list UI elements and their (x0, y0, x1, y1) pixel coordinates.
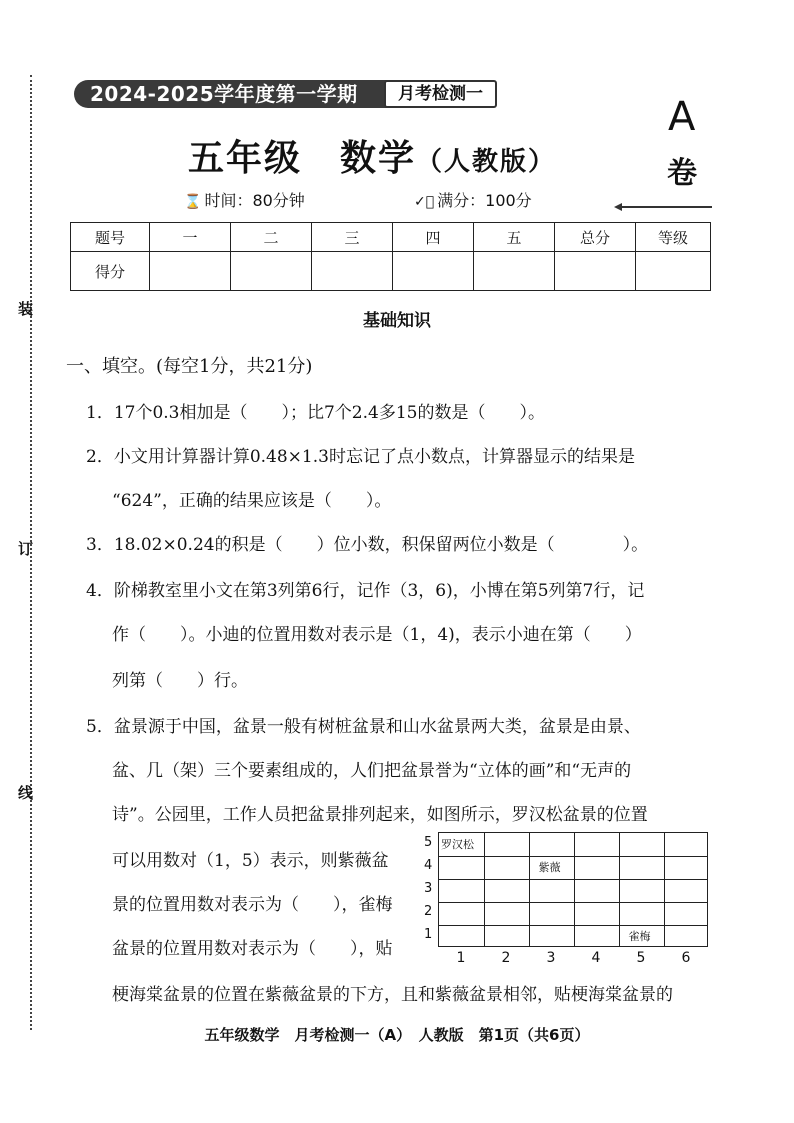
title-version: （人教版） (416, 147, 557, 177)
score-input-cell[interactable] (312, 252, 393, 291)
grid-y-label: 5 (424, 834, 433, 850)
grid-horizontal-line (439, 925, 707, 926)
table-cell: 得分 (71, 252, 150, 291)
question-5-line2: 盆、几（架）三个要素组成的，人们把盆景誉为“立体的画”和“无声的 (112, 761, 632, 781)
paper-letter: A (668, 94, 696, 140)
question-3: 3．18.02×0.24的积是（ ）位小数，积保留两位小数是（ ）。 (86, 535, 649, 555)
grid-vertical-line (484, 833, 485, 946)
exam-tag: 月考检测一 (384, 80, 497, 108)
score-table-score-row (71, 252, 711, 291)
question-5-line7: 梗海棠盆景的位置在紫薇盆景的下方，且和紫薇盆景相邻，贴梗海棠盆景的 (112, 985, 673, 1005)
question-5-line6: 盆景的位置用数对表示为（ ），贴 (112, 939, 393, 959)
table-cell: 等级 (636, 223, 711, 252)
score-table-header-row (71, 223, 711, 252)
score-input-cell[interactable] (231, 252, 312, 291)
table-cell: 一 (150, 223, 231, 252)
question-2-line2: “624”，正确的结果应该是（ ）。 (112, 491, 392, 511)
score-table (70, 222, 711, 291)
question-2-line1: 2．小文用计算器计算0.48×1.3时忘记了点小数点，计算器显示的结果是 (86, 447, 635, 467)
grid-x-label: 4 (591, 950, 601, 966)
question-5-line4: 可以用数对（1，5）表示，则紫薇盆 (112, 851, 389, 871)
grid-vertical-line (574, 833, 575, 946)
score-info (414, 188, 532, 211)
section-title: 基础知识 (363, 311, 431, 331)
table-cell: 二 (231, 223, 312, 252)
table-cell: 三 (312, 223, 393, 252)
table-cell: 五 (474, 223, 555, 252)
score-input-cell[interactable] (393, 252, 474, 291)
grid-plant-label: 紫薇 (538, 860, 561, 874)
question-1: 1．17个0.3相加是（ ）；比7个2.4多15的数是（ ）。 (86, 403, 545, 423)
full-score-text: 满分：100分 (437, 191, 532, 210)
grid-x-label: 1 (456, 950, 466, 966)
binding-char-xian: 线 (18, 784, 34, 802)
time-info (184, 188, 305, 211)
question-4-line2: 作（ ）。小迪的位置用数对表示是（1，4)，表示小迪在第（ ） (112, 625, 642, 645)
question-4-line1: 4．阶梯教室里小文在第3列第6行，记作（3，6)，小博在第5列第7行，记 (86, 581, 645, 601)
grid-vertical-line (529, 833, 530, 946)
score-input-cell[interactable] (555, 252, 636, 291)
hourglass-icon: ⌛ (184, 194, 202, 210)
table-cell: 四 (393, 223, 474, 252)
question-5-line1: 5．盆景源于中国，盆景一般有树桩盆景和山水盆景两大类，盆景是由景、 (86, 717, 641, 737)
table-cell: 总分 (555, 223, 636, 252)
score-input-cell[interactable] (474, 252, 555, 291)
binding-char-ding: 订 (18, 540, 34, 558)
grid-x-label: 2 (501, 950, 511, 966)
bonsai-grid-diagram (420, 832, 720, 972)
grid-plant-label: 雀梅 (628, 929, 651, 943)
page-footer: 五年级数学 月考检测一（A） 人教版 第1页（共6页） (204, 1026, 590, 1044)
semester-banner: 2024-2025学年度第一学期 (74, 80, 412, 108)
grid-x-label: 3 (546, 950, 556, 966)
grid-plant-label: 罗汉松 (441, 837, 474, 851)
grid-y-label: 3 (424, 880, 433, 896)
question-5-line5: 景的位置用数对表示为（ ），雀梅 (112, 895, 393, 915)
page-title (188, 130, 556, 181)
binding-char-zhuang: 装 (18, 300, 34, 318)
grid-box (438, 832, 708, 947)
grid-y-label: 2 (424, 903, 433, 919)
title-main: 五年级 数学 (188, 138, 417, 179)
grid-x-label: 6 (681, 950, 691, 966)
question-4-line3: 列第（ ）行。 (112, 671, 248, 691)
grid-y-label: 1 (424, 926, 433, 942)
part1-heading: 一、填空。(每空1分，共21分) (66, 356, 313, 377)
grid-x-label: 5 (636, 950, 646, 966)
score-input-cell[interactable] (636, 252, 711, 291)
check-circle-icon: ✓⃝ (414, 194, 435, 210)
paper-juan: 卷 (667, 156, 697, 191)
grid-y-label: 4 (424, 857, 433, 873)
score-input-cell[interactable] (150, 252, 231, 291)
grid-horizontal-line (439, 856, 707, 857)
grid-vertical-line (664, 833, 665, 946)
grid-horizontal-line (439, 879, 707, 880)
pencil-decoration (618, 206, 712, 208)
question-5-line3: 诗”。公园里，工作人员把盆景排列起来，如图所示，罗汉松盆景的位置 (112, 805, 648, 825)
time-text: 时间：80分钟 (204, 191, 305, 210)
table-cell: 题号 (71, 223, 150, 252)
grid-horizontal-line (439, 902, 707, 903)
grid-vertical-line (619, 833, 620, 946)
